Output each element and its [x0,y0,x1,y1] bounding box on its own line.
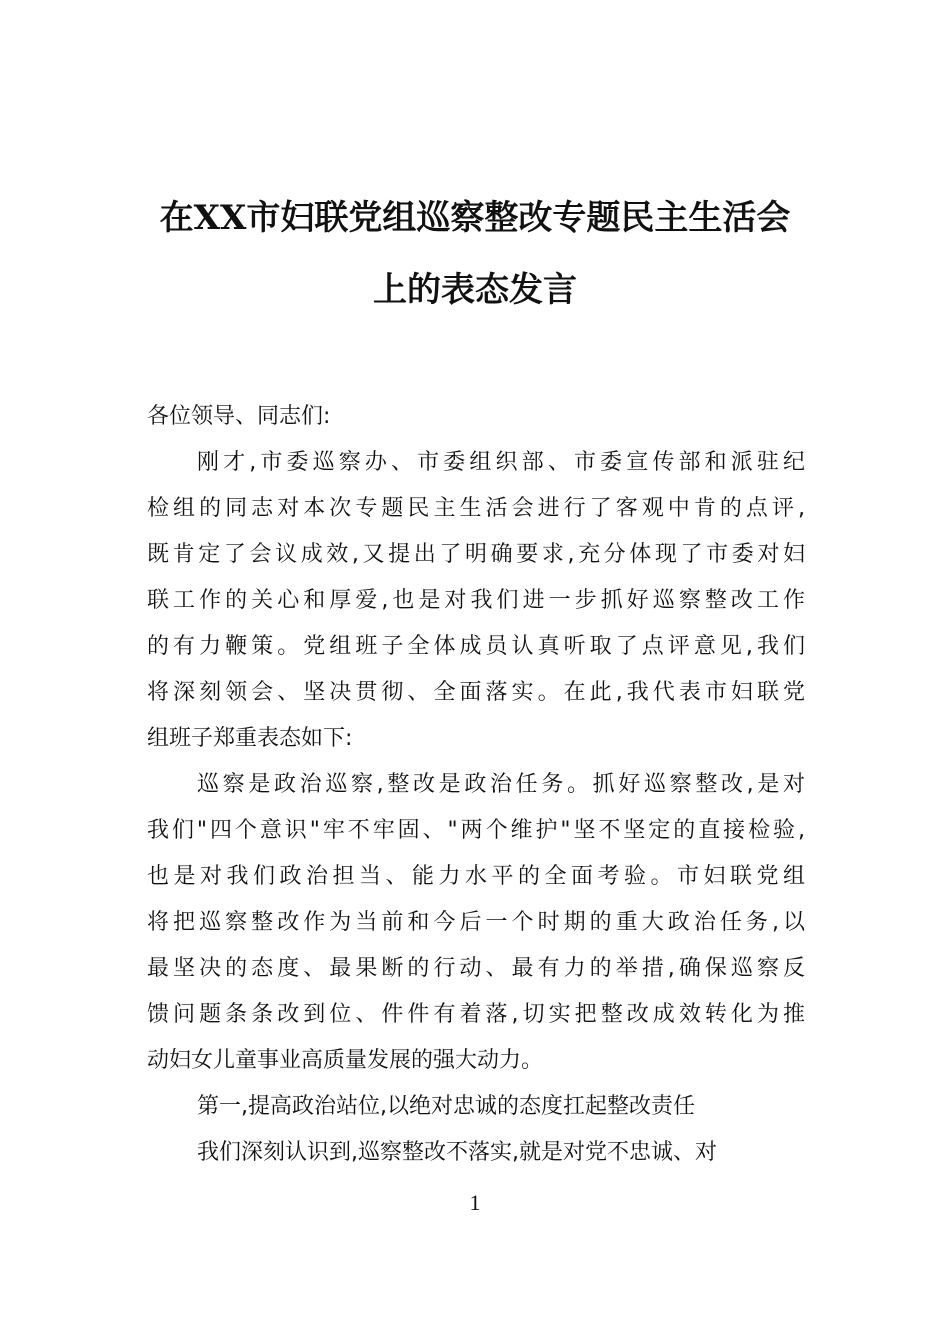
paragraph-line: 第一,提高政治站位,以绝对忠诚的态度扛起整改责任 [197,1094,695,1119]
paragraph-line: 将深刻领会、坚决贯彻、全面落实。在此,我代表市妇联党 [147,680,805,705]
paragraph-line: 刚才,市委巡察办、市委组织部、市委宣传部和派驻纪 [197,450,805,475]
paragraph-line: 馈问题条条改到位、件件有着落,切实把整改成效转化为推 [147,1002,805,1027]
document-title-line-1: 在XX市妇联党组巡察整改专题民主生活会 [159,198,791,238]
paragraph-line: 最坚决的态度、最果断的行动、最有力的举措,确保巡察反 [147,956,805,981]
paragraph-line: 也是对我们政治担当、能力水平的全面考验。市妇联党组 [147,864,805,889]
page-number: 1 [469,1190,481,1215]
paragraph-line: 既肯定了会议成效,又提出了明确要求,充分体现了市委对妇 [147,542,805,567]
salutation: 各位领导、同志们: [147,404,331,429]
paragraph-line: 组班子郑重表态如下: [147,726,353,751]
paragraph-line: 巡察是政治巡察,整改是政治任务。抓好巡察整改,是对 [197,772,805,797]
paragraph-line: 将把巡察整改作为当前和今后一个时期的重大政治任务,以 [147,910,805,935]
paragraph-line: 我们深刻认识到,巡察整改不落实,就是对党不忠诚、对 [197,1140,717,1165]
document-body [147,397,805,1179]
paragraph-line: 动妇女儿童事业高质量发展的强大动力。 [147,1048,544,1073]
paragraph-line: 检组的同志对本次专题民主生活会进行了客观中肯的点评, [147,496,805,521]
document-title-line-2: 上的表态发言 [373,270,577,310]
paragraph-line: 我们"四个意识"牢不牢固、"两个维护"坚不坚定的直接检验, [147,818,805,843]
paragraph-line: 联工作的关心和厚爱,也是对我们进一步抓好巡察整改工作 [147,588,805,613]
paragraph-line: 的有力鞭策。党组班子全体成员认真听取了点评意见,我们 [147,634,805,659]
